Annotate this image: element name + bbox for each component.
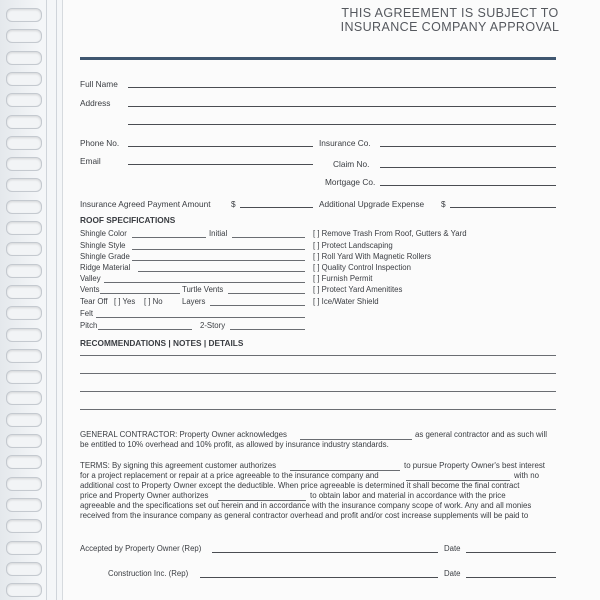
checklist-item[interactable]: [ ] Protect Yard Amenitites (313, 285, 403, 294)
terms-text: to obtain labor and material in accordance with the price (310, 491, 506, 500)
checklist-item[interactable]: [ ] Remove Trash From Roof, Gutters & Yard (313, 229, 467, 238)
dollar-sign: $ (441, 199, 446, 209)
insurance-payment-label: Insurance Agreed Payment Amount (80, 199, 211, 209)
mortgage-co-field[interactable] (380, 185, 556, 186)
initial-label: Initial (209, 229, 228, 238)
general-contractor-text: as general contractor and as such will (415, 430, 548, 439)
tear-off-no-checkbox[interactable]: [ ] No (144, 297, 163, 306)
shingle-grade-field[interactable] (132, 260, 305, 261)
binder-hole (6, 519, 42, 533)
notes-line[interactable] (80, 409, 556, 410)
construction-date-label: Date (444, 569, 461, 578)
header-divider (80, 57, 556, 60)
upgrade-expense-label: Additional Upgrade Expense (319, 199, 425, 209)
general-contractor-text: GENERAL CONTRACTOR: Property Owner acknowledges (80, 430, 287, 439)
binder-hole (6, 413, 42, 427)
approval-header (320, 6, 580, 34)
header-line-1: THIS AGREEMENT IS SUBJECT TO (341, 6, 559, 20)
valley-label: Valley (80, 274, 101, 283)
tear-off-label: Tear Off (80, 297, 108, 306)
email-field[interactable] (128, 164, 313, 165)
shingle-style-label: Shingle Style (80, 241, 126, 250)
claim-no-label: Claim No. (333, 159, 370, 169)
binder-hole (6, 477, 42, 491)
full-name-label: Full Name (80, 79, 118, 89)
owner-signature-field[interactable] (212, 552, 438, 553)
phone-field[interactable] (128, 146, 313, 147)
binder-hole (6, 115, 42, 129)
valley-field[interactable] (104, 282, 305, 283)
binder-hole (6, 434, 42, 448)
general-contractor-text: be entitled to 10% overhead and 10% profit, as allowed by insurance industry standards. (80, 440, 389, 449)
binder-hole (6, 157, 42, 171)
owner-date-label: Date (444, 544, 461, 553)
recommendations-title: RECOMMENDATIONS | NOTES | DETAILS (80, 338, 244, 348)
checklist-item[interactable]: [ ] Furnish Permit (313, 274, 373, 283)
vents-field[interactable] (100, 293, 180, 294)
shingle-style-field[interactable] (132, 249, 305, 250)
initial-field[interactable] (232, 237, 305, 238)
binder-holes (6, 0, 46, 600)
insurance-co-label: Insurance Co. (319, 138, 371, 148)
email-label: Email (80, 156, 101, 166)
upgrade-expense-field[interactable] (450, 207, 556, 208)
ridge-material-label: Ridge Material (80, 263, 131, 272)
vents-label: Vents (80, 285, 100, 294)
pitch-label: Pitch (80, 321, 98, 330)
binder-hole (6, 178, 42, 192)
insurance-payment-field[interactable] (240, 207, 313, 208)
ridge-material-field[interactable] (138, 271, 305, 272)
binder-hole (6, 328, 42, 342)
terms-text: for a project replacement or repair at a price agreeable to the insurance company and (80, 471, 379, 480)
binder-hole (6, 242, 42, 256)
header-line-2: INSURANCE COMPANY APPROVAL (340, 20, 560, 34)
terms-text: additional cost to Property Owner except the deductible. When price agreeable is determined it shall become the final contract (80, 481, 520, 490)
terms-text: with no (514, 471, 540, 480)
checklist-item[interactable]: [ ] Roll Yard With Magnetic Rollers (313, 252, 432, 261)
binder-hole (6, 370, 42, 384)
binder-hole (6, 562, 42, 576)
turtle-vents-field[interactable] (228, 293, 305, 294)
layers-field[interactable] (210, 305, 305, 306)
checklist-item[interactable]: [ ] Protect Landscaping (313, 241, 393, 250)
checklist-item[interactable]: [ ] Quality Control Inspection (313, 263, 411, 272)
pitch-field[interactable] (98, 329, 192, 330)
tear-off-yes-checkbox[interactable]: [ ] Yes (114, 297, 136, 306)
notes-line[interactable] (80, 355, 556, 356)
sleeve-ridge (56, 0, 57, 600)
owner-signature-label: Accepted by Property Owner (Rep) (80, 544, 202, 553)
binder-hole (6, 200, 42, 214)
terms-text: received from the insurance company as general contractor overhead and profit and/or cost increase supplements will be paid to (80, 511, 529, 520)
full-name-field[interactable] (128, 87, 556, 88)
binder-hole (6, 583, 42, 597)
binder-hole (6, 498, 42, 512)
binder-hole (6, 455, 42, 469)
two-story-label: 2-Story (200, 321, 226, 330)
binder-hole (6, 264, 42, 278)
address-field-line-1[interactable] (128, 106, 556, 107)
binder-hole (6, 391, 42, 405)
binder-hole (6, 349, 42, 363)
binder-hole (6, 285, 42, 299)
binder-hole (6, 541, 42, 555)
shingle-color-field[interactable] (132, 237, 206, 238)
phone-label: Phone No. (80, 138, 120, 148)
shingle-color-label: Shingle Color (80, 229, 127, 238)
roof-specs-title: ROOF SPECIFICATIONS (80, 215, 176, 225)
two-story-field[interactable] (230, 329, 305, 330)
owner-date-field[interactable] (466, 552, 556, 553)
terms-text: TERMS: By signing this agreement customer authorizes (80, 461, 277, 470)
construction-signature-label: Construction Inc. (Rep) (108, 569, 189, 578)
notes-line[interactable] (80, 391, 556, 392)
address-label: Address (80, 98, 111, 108)
claim-no-field[interactable] (380, 167, 556, 168)
felt-label: Felt (80, 309, 93, 318)
binder-hole (6, 51, 42, 65)
address-field-line-2[interactable] (128, 124, 556, 125)
turtle-vents-label: Turtle Vents (182, 285, 224, 294)
binder-hole (6, 93, 42, 107)
binder-hole (6, 72, 42, 86)
binder-hole (6, 136, 42, 150)
binder-hole (6, 221, 42, 235)
mortgage-co-label: Mortgage Co. (325, 177, 376, 187)
terms-text: to pursue Property Owner's best interest (404, 461, 545, 470)
notes-line[interactable] (80, 373, 556, 374)
terms-text: price and Property Owner authorizes (80, 491, 209, 500)
terms-text: agreeable and the specifications set out herein and in accordance with the insurance company scope of work. Any and all monies (80, 501, 532, 510)
binder-hole (6, 29, 42, 43)
binder-hole (6, 8, 42, 22)
construction-signature-field[interactable] (200, 577, 438, 578)
shingle-grade-label: Shingle Grade (80, 252, 130, 261)
construction-date-field[interactable] (466, 577, 556, 578)
sleeve-ridge (46, 0, 47, 600)
layers-label: Layers (182, 297, 206, 306)
dollar-sign: $ (231, 199, 236, 209)
binder-hole (6, 306, 42, 320)
checklist-item[interactable]: [ ] Ice/Water Shield (313, 297, 379, 306)
felt-field[interactable] (96, 317, 305, 318)
insurance-co-field[interactable] (380, 146, 556, 147)
